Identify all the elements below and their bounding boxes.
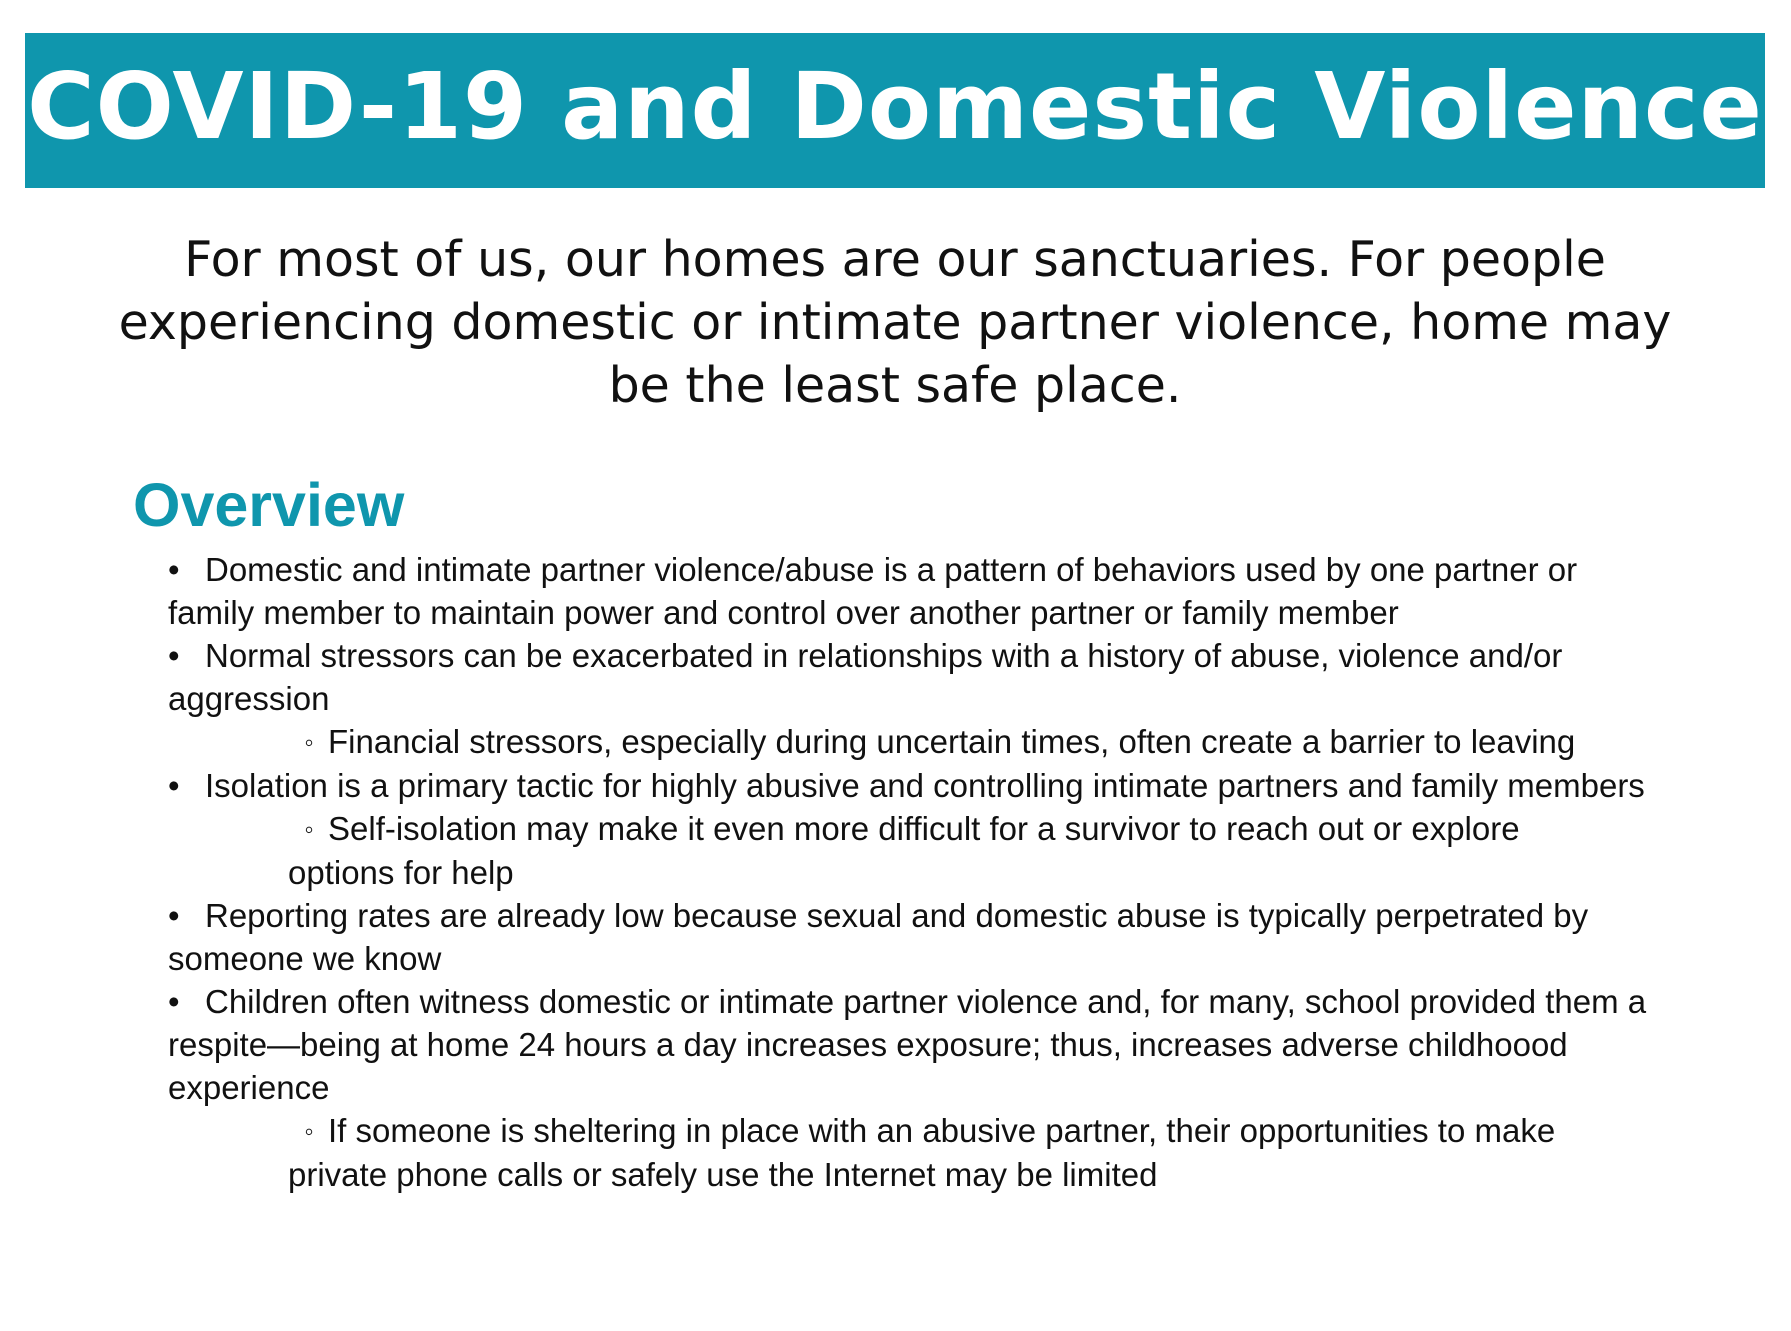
list-item-text: Children often witness domestic or intimate partner violence and, for many, school provided them a respite—being at home 24 hours a day increases exposure; thus, increases adverse childhoood experience [168, 983, 1647, 1106]
list-item [168, 634, 1668, 764]
sub-list-item-text: Financial stressors, especially during uncertain times, often create a barrier to leaving [328, 723, 1576, 760]
list-item-text: Isolation is a primary tactic for highly abusive and controlling intimate partners and family members [205, 767, 1645, 804]
sub-bullet-icon: ◦ [304, 727, 314, 757]
bullet-icon: • [168, 897, 180, 934]
list-item-text: Normal stressors can be exacerbated in relationships with a history of abuse, violence and/or aggression [168, 637, 1563, 717]
bullet-icon: • [168, 551, 180, 588]
list-item [168, 548, 1668, 634]
sub-list-item [288, 720, 1608, 764]
list-item-text: Reporting rates are already low because sexual and domestic abuse is typically perpetrated by someone we know [168, 897, 1589, 977]
sub-list [168, 807, 1668, 894]
page-title: COVID-19 and Domestic Violence [27, 52, 1763, 160]
title-banner [25, 33, 1765, 188]
list-item-text: Domestic and intimate partner violence/abuse is a pattern of behaviors used by one partner or family member to maintain power and control over another partner or family member [168, 551, 1578, 631]
overview-list [168, 548, 1668, 1196]
sub-bullet-icon: ◦ [304, 1116, 314, 1146]
overview-heading: Overview [133, 471, 405, 539]
list-item [168, 980, 1668, 1196]
bullet-icon: • [168, 767, 180, 804]
bullet-icon: • [168, 637, 180, 674]
sub-list-item [288, 807, 1608, 894]
sub-list-item-text: If someone is sheltering in place with an abusive partner, their opportunities to make private phone calls or safely use the Internet may be limited [288, 1112, 1556, 1193]
list-item [168, 894, 1668, 980]
sub-bullet-icon: ◦ [304, 814, 314, 844]
sub-list [168, 1109, 1668, 1196]
bullet-icon: • [168, 983, 180, 1020]
intro-statement: For most of us, our homes are our sanctuaries. For people experiencing domestic or intimate partner violence, home may be the least safe place. [118, 231, 1672, 414]
sub-list [168, 720, 1668, 764]
sub-list-item-text: Self-isolation may make it even more difficult for a survivor to reach out or explore options for help [288, 810, 1520, 891]
list-item [168, 764, 1668, 894]
sub-list-item [288, 1109, 1608, 1196]
